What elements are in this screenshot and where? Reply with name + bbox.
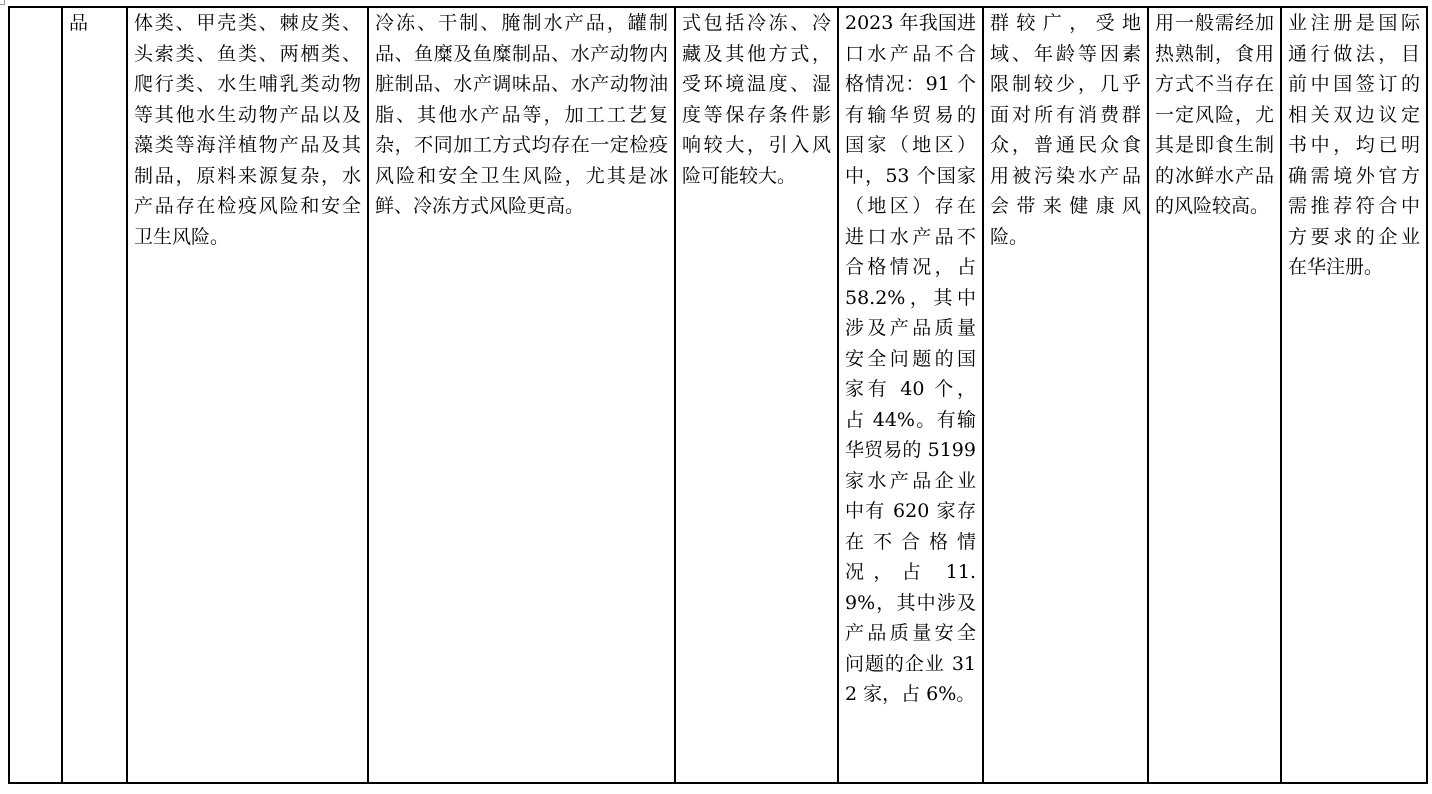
- cell-text: 业注册是国际通行做法，目前中国签订的相关双边议定书中，均已明确需境外官方需推荐符合中方要求的企业在华注册。: [1288, 12, 1420, 278]
- document-table: [8, 6, 1428, 784]
- table-cell-storage: [675, 7, 838, 783]
- table-cell-product-scope: [127, 7, 368, 783]
- table-cell-empty: [9, 7, 62, 783]
- table-cell-consumer-groups: [983, 7, 1148, 783]
- cell-text: 冷冻、干制、腌制水产品，罐制品、鱼糜及鱼糜制品、水产动物内脏制品、水产调味品、水产动物油脂、其他水产品等，加工工艺复杂，不同加工方式均存在一定检疫风险和安全卫生风险，尤其是冰鲜、冷冻方式风险更高。: [375, 12, 668, 217]
- table-cell-processing: [368, 7, 675, 783]
- cell-text: 式包括冷冻、冷藏及其他方式，受环境温度、湿度等保存条件影响较大，引入风险可能较大。: [682, 12, 831, 187]
- page-corner-mark: [0, 0, 5, 5]
- cell-text: 品: [69, 12, 89, 34]
- table-cell-consumption-method: [1148, 7, 1281, 783]
- table-cell-import-statistics: [838, 7, 983, 783]
- cell-text: 群较广，受地域、年龄等因素限制较少，几乎面对所有消费群众，普通民众食用被污染水产品会带来健康风险。: [990, 12, 1141, 248]
- cell-text: 用一般需经加热熟制，食用方式不当存在一定风险，尤其是即食生制的冰鲜水产品的风险较高。: [1155, 12, 1274, 217]
- table-cell-registration: [1281, 7, 1427, 783]
- table-cell-category: [62, 7, 127, 783]
- cell-text: 2023 年我国进口水产品不合格情况：91 个有输华贸易的国家（地区）中，53 个国家（地区）存在进口水产品不合格情况，占 58.2%，其中涉及产品质量安全问题的国家有 40 个，占 44%。有输华贸易的 5199 家水产品企业中有 620 家存在不合格情况，占 11.9%，其中涉及产品质量安全问题的企业 312 家，占 6%。: [845, 12, 976, 705]
- table-row: [9, 7, 1427, 783]
- cell-text: 体类、甲壳类、棘皮类、头索类、鱼类、两栖类、爬行类、水生哺乳类动物等其他水生动物产品以及藻类等海洋植物产品及其制品，原料来源复杂，水产品存在检疫风险和安全卫生风险。: [134, 12, 361, 248]
